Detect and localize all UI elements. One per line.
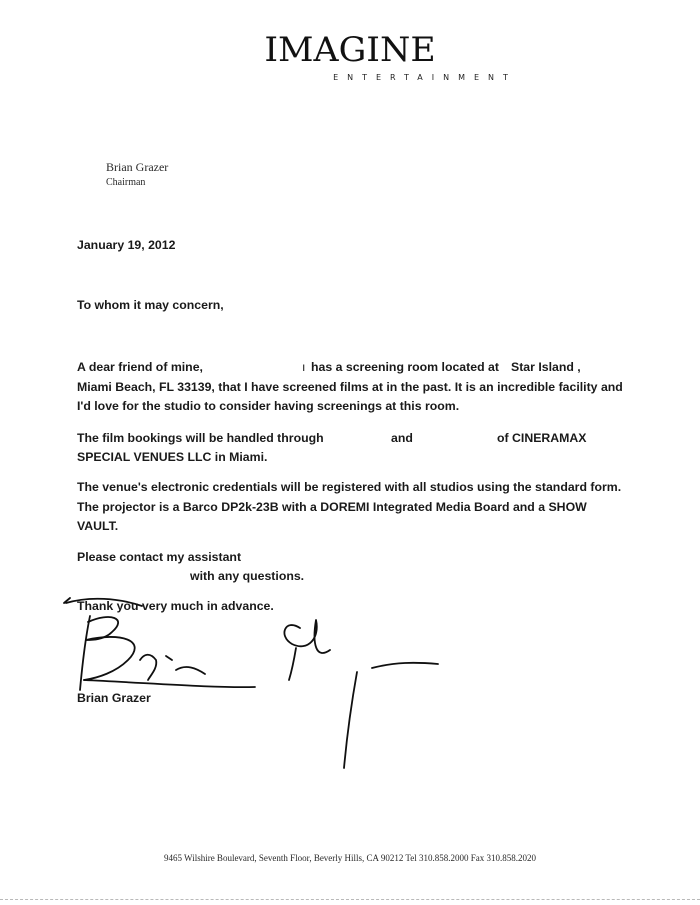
letterhead-subtitle: ENTERTAINMENT (333, 73, 517, 82)
sender-title: Chairman (106, 177, 146, 188)
signature-name: Brian Grazer (77, 691, 151, 705)
letterhead-footer: 9465 Wilshire Boulevard, Seventh Floor, Beverly Hills, CA 90212 Tel 310.858.2000 Fax 310.858.2020 (163, 853, 537, 863)
p1-line1-start: A dear friend of mine, (77, 360, 203, 374)
sender-name: Brian Grazer (106, 160, 169, 174)
closing-line: Thank you very much in advance. (77, 599, 274, 613)
p2-line2: SPECIAL VENUES LLC in Miami. (77, 450, 268, 464)
p1-line2: Miami Beach, FL 33139, that I have screened films at in the past. It is an incredible facility and (77, 380, 623, 394)
p2-line1-end: of CINERAMAX (497, 431, 587, 445)
p1-line1-end: Star Island , (511, 360, 581, 374)
p2-line1-mid: and (391, 431, 413, 445)
p3-line1: The venue's electronic credentials will be registered with all studios using the standard form. (77, 480, 622, 494)
letterhead-brand: IMAGINE (264, 30, 436, 70)
p1-line3: I'd love for the studio to consider having screenings at this room. (77, 399, 460, 413)
p4-line2: with any questions. (190, 569, 305, 583)
p2-line1-start: The film bookings will be handled through (77, 431, 324, 445)
scan-edge-line (0, 899, 700, 900)
p1-line1-mid: has a screening room located at (311, 360, 499, 374)
p3-line3: VAULT. (77, 519, 119, 533)
p4-line1: Please contact my assistant (77, 550, 242, 564)
letter-date: January 19, 2012 (77, 238, 176, 252)
p1-line1-mark: ı (302, 360, 306, 374)
salutation: To whom it may concern, (77, 298, 224, 312)
p3-line2: The projector is a Barco DP2k-23B with a DOREMI Integrated Media Board and a SHOW (77, 500, 587, 514)
